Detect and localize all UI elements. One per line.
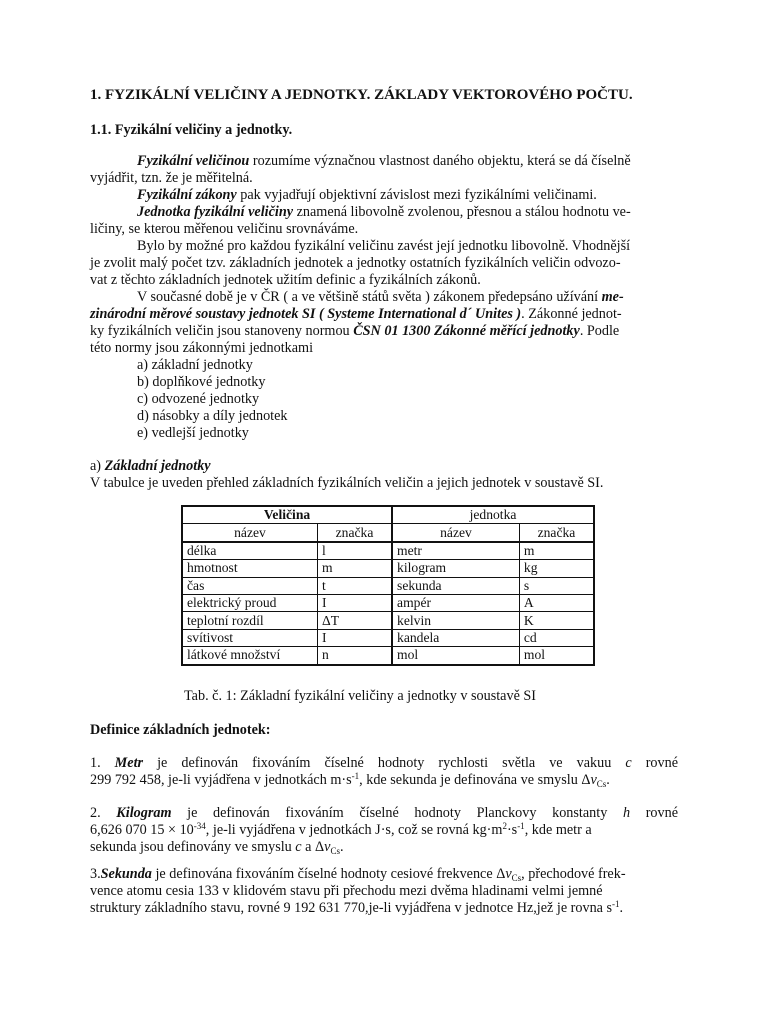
intro-line: zinárodní měrové soustavy jednotek SI ( Systeme International d´ Unites ). Zákonné jednot- [90, 306, 622, 322]
column-header: název [182, 524, 317, 542]
table-cell: mol [519, 647, 594, 665]
table-cell: sekunda [392, 577, 519, 594]
list-item: b) doplňkové jednotky [137, 374, 266, 390]
definition-kilogram-line1: 2. Kilogram je definován fixováním číselné hodnoty Planckovy konstanty h rovné [90, 805, 679, 821]
column-header: značka [317, 524, 392, 542]
table-cell: látkové množství [182, 647, 317, 665]
table-cell: čas [182, 577, 317, 594]
table-row [182, 612, 594, 629]
table-cell: kg [519, 560, 594, 577]
table-row [182, 594, 594, 611]
section-a-heading: a) Základní jednotky [90, 458, 211, 474]
term-fyzikalni-velicina: Fyzikální veličinou [137, 153, 250, 169]
definition-sekunda-line3: struktury základního stavu, rovné 9 192 631 770,je-li vyjádřena v jednotce Hz,jež je rovna $s^{-1}$. [90, 899, 624, 916]
section-heading: 1.1. Fyzikální veličiny a jednotky. [90, 122, 293, 138]
table-cell: cd [519, 629, 594, 646]
section-a-text: V tabulce je uveden přehled základních fyzikálních veličin a jejich jednotek v soustavě SI. [90, 475, 604, 491]
list-item: c) odvozené jednotky [137, 391, 260, 407]
intro-line: Jednotka fyzikální veličiny znamená libovolně zvolenou, přesnou a stálou hodnotu ve- [137, 204, 631, 220]
list-item: d) násobky a díly jednotek [137, 408, 288, 424]
definition-kilogram-line3: sekunda jsou definovány ve smyslu c a $\Delta\nu_{Cs}$. [90, 839, 344, 856]
list-item: a) základní jednotky [137, 357, 253, 373]
table-cell: t [317, 577, 392, 594]
term-jednotka: Jednotka fyzikální veličiny [137, 204, 294, 220]
table-cell: kandela [392, 629, 519, 646]
definitions-heading: Definice základních jednotek: [90, 722, 271, 738]
definition-metr-line1: 1. Metr je definován fixováním číselné hodnoty rychlosti světla ve vakuu c rovné [90, 755, 678, 771]
table-cell: kilogram [392, 560, 519, 577]
table-cell: kelvin [392, 612, 519, 629]
intro-line: této normy jsou zákonnými jednotkami [90, 340, 314, 356]
definition-sekunda-line1: 3.Sekunda je definována fixováním číselné hodnoty cesiové frekvence $\Delta\nu_{Cs}$, přechodové frek- [90, 866, 626, 883]
table-cell: svítivost [182, 629, 317, 646]
term-metr: Metr [114, 755, 144, 771]
column-header: název [392, 524, 519, 542]
intro-line: V současné době je v ČR ( a ve většině států světa ) zákonem předepsáno užívání me- [137, 289, 624, 305]
table-cell: mol [392, 647, 519, 665]
table-header-row [182, 506, 594, 524]
table-row [182, 560, 594, 577]
table-cell: metr [392, 542, 519, 560]
table-row [182, 577, 594, 594]
table-row [182, 542, 594, 560]
table-cell: I [317, 594, 392, 611]
table-cell: hmotnost [182, 560, 317, 577]
table-cell: I [317, 629, 392, 646]
intro-line: vat z těchto základních jednotek užitím definic a fyzikálních zákonů. [90, 272, 481, 288]
table-cell: s [519, 577, 594, 594]
table-row [182, 629, 594, 646]
table-cell: n [317, 647, 392, 665]
intro-line: vyjádřit, tzn. že je měřitelná. [90, 170, 253, 186]
list-item: e) vedlejší jednotky [137, 425, 249, 441]
table-row [182, 647, 594, 665]
table-cell: m [317, 560, 392, 577]
chapter-heading: 1. FYZIKÁLNÍ VELIČINY A JEDNOTKY. ZÁKLADY VEKTOROVÉHO POČTU. [90, 87, 633, 103]
table-cell: elektrický proud [182, 594, 317, 611]
table-cell: ampér [392, 594, 519, 611]
group-header-velicina: Veličina [182, 506, 392, 524]
definition-kilogram-line2: 6,626 070 $15 \times 10^{-34}$, je-li vyjádřena v jednotkách J·s, což se rovná $kg\cdot m^2\cdot s^{-1}$, kde metr a [90, 821, 592, 838]
table-subheader-row [182, 524, 594, 542]
table-caption: Tab. č. 1: Základní fyzikální veličiny a jednotky v soustavě SI [184, 688, 537, 704]
table-cell: teplotní rozdíl [182, 612, 317, 629]
definition-metr-line2: 299 792 458, je-li vyjádřena v jednotkách $m\cdot s^{-1}$, kde sekunda je definována ve smyslu $\Delta\nu_{Cs}$. [90, 771, 610, 789]
intro-line: ličiny, se kterou měřenou veličinu srovnáváme. [90, 221, 359, 237]
column-header: značka [519, 524, 594, 542]
group-header-jednotka: jednotka [392, 506, 594, 524]
definition-sekunda-line2: vence atomu cesia 133 v klidovém stavu při přechodu mezi dvěma hladinami velmi jemné [90, 883, 603, 899]
term-kilogram: Kilogram [116, 805, 172, 821]
intro-line: ky fyzikálních veličin jsou stanoveny normou ČSN 01 1300 Zákonné měřící jednotky. Podle [90, 323, 620, 339]
intro-line: Fyzikální zákony pak vyjadřují objektivní závislost mezi fyzikálními veličinami. [137, 187, 597, 203]
table-cell: m [519, 542, 594, 560]
intro-line: Bylo by možné pro každou fyzikální veličinu zavést její jednotku libovolně. Vhodnější [137, 238, 631, 254]
table-cell: l [317, 542, 392, 560]
term-fyzikalni-zakony: Fyzikální zákony [137, 187, 237, 203]
si-units-table [181, 505, 595, 666]
intro-line: Fyzikální veličinou rozumíme význačnou vlastnost daného objektu, která se dá číselně [137, 153, 631, 169]
table-cell: K [519, 612, 594, 629]
table-cell: ΔT [317, 612, 392, 629]
table-cell: A [519, 594, 594, 611]
intro-line: je zvolit malý počet tzv. základních jednotek a jednotky ostatních fyzikálních veličin odvozo- [90, 255, 621, 271]
term-sekunda: Sekunda [100, 866, 152, 882]
table-cell: délka [182, 542, 317, 560]
